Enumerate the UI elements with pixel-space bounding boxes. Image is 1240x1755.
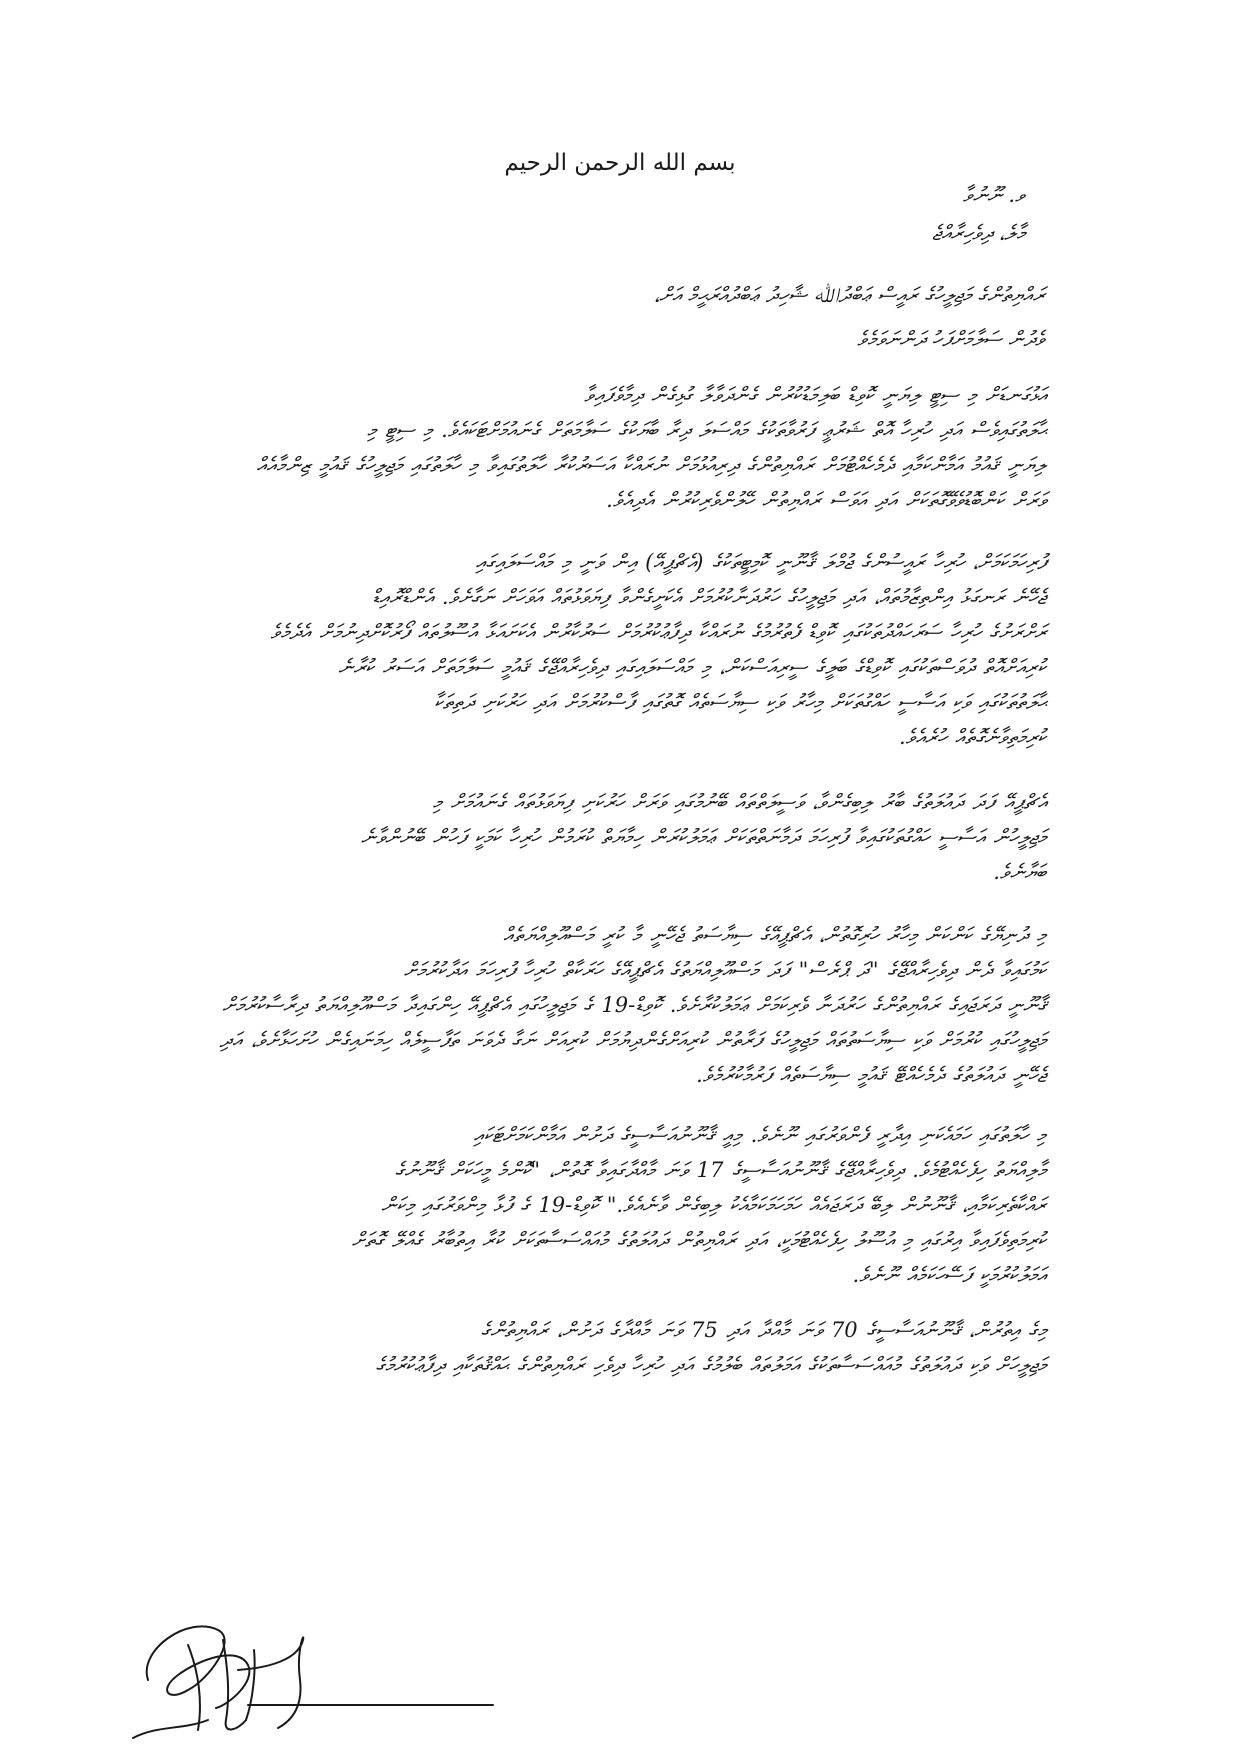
paragraph-line: ކަމުގައިވާ ދެން ދިވެހިރާއްޖޭގެ "ދަ ޕްރެސް" ފަދަ މަސްއޫލިއްޔަތުގެ އެޗްޕީއޭގެ ހަރަކާތް ހުރިހާ ފުރިހަމަ އަދާކުރުމަށް xyxy=(403,958,1046,982)
city-line: މާލެ، ދިވެހިރާއްޖެ xyxy=(931,221,1025,245)
paragraph-line: މިގެ އިތުރުން، ޤާނޫނުއަސާސީގެ 70 ވަނަ މާއްދާ އަދި 75 ވަނަ މާއްދާގެ ދަށުން، ރައްޔިތުންގެ xyxy=(480,1318,1046,1342)
paragraph-line: މަޖިލީހުން އަސާސީ ހައްގުތަކުގައިވާ ފުރިހަމަ ދަމާނަތްތަކަށް ޢަމަލުކުރަން ހިމާޔަތް ކުރަމުން ހުރިހާ ކަމަކީ ފަހުން ބޭނުންވާނެ xyxy=(360,825,1046,849)
paragraph-line: އަޅުގަނޑަށް މި ސިޓީ ލިޔަނީ ކޮވިޑް ބަލިމަޑުކުރުން ގެންދަވާލާ ގުޅިގެން ދިމާވެފައިވާ xyxy=(584,383,1046,407)
paragraph-line: ޖެހޭނެ ރަނގަޅު އިންތިޒާމުތައް، އަދި މަޖިލީހުގެ ހަރުދަނާކުރުމަށް އެކަށީގެންވާ ފިޔަވަޅުތައް އަވަހަށް ނަގާށެވެ. އެންޑްރޮއިޑް xyxy=(372,585,1046,609)
paragraph-line: ފުރިހަމަކަމަށް، ހުރިހާ ރައީސުންގެ ޖުމްލަ ޤާނޫނީ ކޮމިޓީތަކުގެ (އެޗްޕީއޭ) އިން ވަނީ މި މައްސަލައިގައި xyxy=(475,550,1046,574)
paragraph-line: ލިޔަނީ ޤައުމު އަމާންކަމާއި ދެމެހެއްޓުމަށް ރައްޔިތުންގެ ދިރިއުޅުމަށް ނުރައްކާ އަސަރުކުރާ ހާލަތުގައިވާ މި ހާލަތުގައި މަޖިލީހުގެ ޤައުމީ ޒިންމާއެއް xyxy=(256,453,1046,477)
salutation: ވެދުން ސަލާމަށްފަހު ދަންނަވަމެވެ xyxy=(857,327,1045,351)
paragraph-line: މި ހާލަތުގައި ހަމައެކަނި އިދާރީ ފެންވަރުގައި ނޫނެވެ. މިއީ ޤާނޫނުއަސާސީގެ ދަށުން އަމާންކަމަށްޓަކައި xyxy=(473,1123,1046,1147)
paragraph-line: މާލިއްޔަތު ހިފެހެއްޓުމެވެ. ދިވެހިރާއްޖޭގެ ޤާނޫނުއަސާސީގެ 17 ވަނަ މާއްދާގައިވާ ގޮތުން، "ކޮންމެ މީހަކަށް ޤާނޫނުގެ xyxy=(394,1158,1046,1182)
paragraph-line: ކުރިއަށްއޮތް ދުވަސްތަކުގައި ކޮވިޑްގެ ބަލީގެ ސީރިއަސްކަން، މި މައްސަލައިގައި ދިވެހިރާއްޖޭގެ ޤައުމީ ސަލާމަތަށް އަސަރު ކުރާނެ xyxy=(338,655,1046,679)
paragraph-4 xyxy=(170,918,1046,1093)
paragraph-6 xyxy=(170,1313,1046,1383)
paragraph-5 xyxy=(170,1118,1046,1293)
paragraph-line: ޖެހޭނީ ދައުލަތުގެ ދެމެހެއްޓޭ ޤައުމީ ސިޔާސަތެއް ފަރުމާކުރުމެވެ. xyxy=(696,1063,1046,1087)
paragraph-line: ރައްކާތެރިކަމާއި، ޤާނޫނުން ލިބޭ ދަރަޖައެއް ހަމަހަމަކަމާއެކު ލިބިގެން ވާނެއެވެ." ކޮވިޑް-19 ގެ ފުޅާ މިންވަރުގައި މިކަން xyxy=(381,1193,1046,1217)
addressee-name: ރައްޔިތުންގެ މަޖިލީހުގެ ރައީސް ޢަބްދުﷲ ޝާހިދު ޢަބްދުއްރަޙީމް އަށް، xyxy=(653,283,1045,307)
paragraph-line: ޤާނޫނީ ދަރަޖައިގެ ރައްޔިތުންގެ ހަރުދަނާ ވެރިކަމަށް ޢަމަލުކުރާށެވެ. ކޮވިޑް-19 ގެ މަޖިލީހުގައި އެޗްޕީއޭ ހިންގައިދާ މަސްއޫލިއްޔަތު ދިރާސާކުރުމަށް xyxy=(222,993,1046,1017)
paragraph-line: ރަށްރަށުގެ ހުރިހާ ސަރަހައްދުތަކުގައި ކޮވިޑް ފެތުރުމުގެ ނުރައްކާ ދިފާޢުކުރުމަށް ސަރުކާރުން އެކަށައަޅާ އުސޫލުތައް ފޯރުކޮށްދިނުމަށް އެދެމެވެ xyxy=(270,620,1046,644)
paragraph-line: ޙާލަތުތަކުގައި ވަކި އަސާސީ ހައްގުތަކަށް މިހާރު ވަކި ސިޔާސަތެއް ގޮތުގައި ފާސްކުރުމަށް އަދި ހަރުކަށި ދަތިތަކާ xyxy=(434,690,1046,714)
paragraph-3 xyxy=(170,785,1046,890)
paragraph-line: މަޖިލީހުގައި ކުރުމަށް ވަކި ސިޔާސަތުތައް މަޖިލީހުގެ ފަރާތުން ކުރިއަށްގެންދިޔުމަށް ކުރިއަށް ނަގާ ދެވަނަ ތަފާސީލެއް ހިމަނައިގެން ހުށަހަޅާށެވެ، އަދި xyxy=(219,1028,1046,1052)
paragraph-line: މި ދުނިޔޭގެ ކަންކަން މިހާރު ހުރިގޮތުން، އެޗްޕީއޭގެ ސިޔާސަތު ޖެހޭނީ މާ ކުރީ މަސްއޫލިއްޔަތެއް xyxy=(503,923,1046,947)
bismillah-heading: بسم الله الرحمن الرحيم xyxy=(504,150,736,176)
paragraph-line: އެޗްޕީއޭ ފަދަ ދައުލަތުގެ ބާރު ލިބިގެންވާ، ވަސީލަތްތައް ބޭނުމުގައި ވަރަށް ހަރުކަށި ފިޔަވަޅުތައް ގެނައުމަށް މި xyxy=(432,790,1046,814)
paragraph-2 xyxy=(170,545,1046,755)
paragraph-line: އަމަލުކުރުމަކީ ފަސޭހަކަމެއް ނޫނެވެ. xyxy=(852,1263,1046,1287)
paragraph-line: ކުރިމަތިވާނެގޮތެއް ހުރެއެވެ. xyxy=(898,725,1046,749)
paragraph-line: ކުރިމަތިވެފައިވާ އިރުގައި މި އުސޫލު ހިފެހެއްޓުމަކީ، އަދި ރައްޔިތުން ދައުލަތުގެ މުއައްސަސާތަކަށް ކުރާ އިތުބާރު ގެއްލޭ ގޮތަށް xyxy=(351,1228,1046,1252)
paragraph-line: މަޖިލީހަށް ވަކި ދައުލަތުގެ މުއައްސަސާތަކުގެ އަމަލުތައް ބެލުމުގެ އަދި ހުރިހާ ދިވެހި ރައްޔިތުންގެ ޙައްޤުތަކާއި ދިފާޢުކުރުމުގެ xyxy=(375,1353,1046,1377)
paragraph-line: ބަޔާނެވެ. xyxy=(993,860,1046,884)
paragraph-line: ޙާލަތުގައިވެސް އަދި ހުރިހާ އޮތް ޝަރުޢީ ފަރުވާތަކުގެ މައްސަލަ ދިރާ ބާޔަކުގެ ސަލާމަތަށް ގެނައުމަށްޓަކައެވެ. މި ސިޓީ މި xyxy=(367,418,1046,442)
location-line: ވ. ނޫނުވާ xyxy=(962,183,1025,207)
paragraph-line: ވަރަށް ކަންބޮޑުވެވޭގޮތަކަށް އަދި އަވަސް ރައްޔިތުން ހޭލުންވެރިކުރުން އެދިއެވެ. xyxy=(606,488,1046,512)
handwritten-signature xyxy=(128,1610,498,1745)
paragraph-1 xyxy=(170,378,1046,518)
